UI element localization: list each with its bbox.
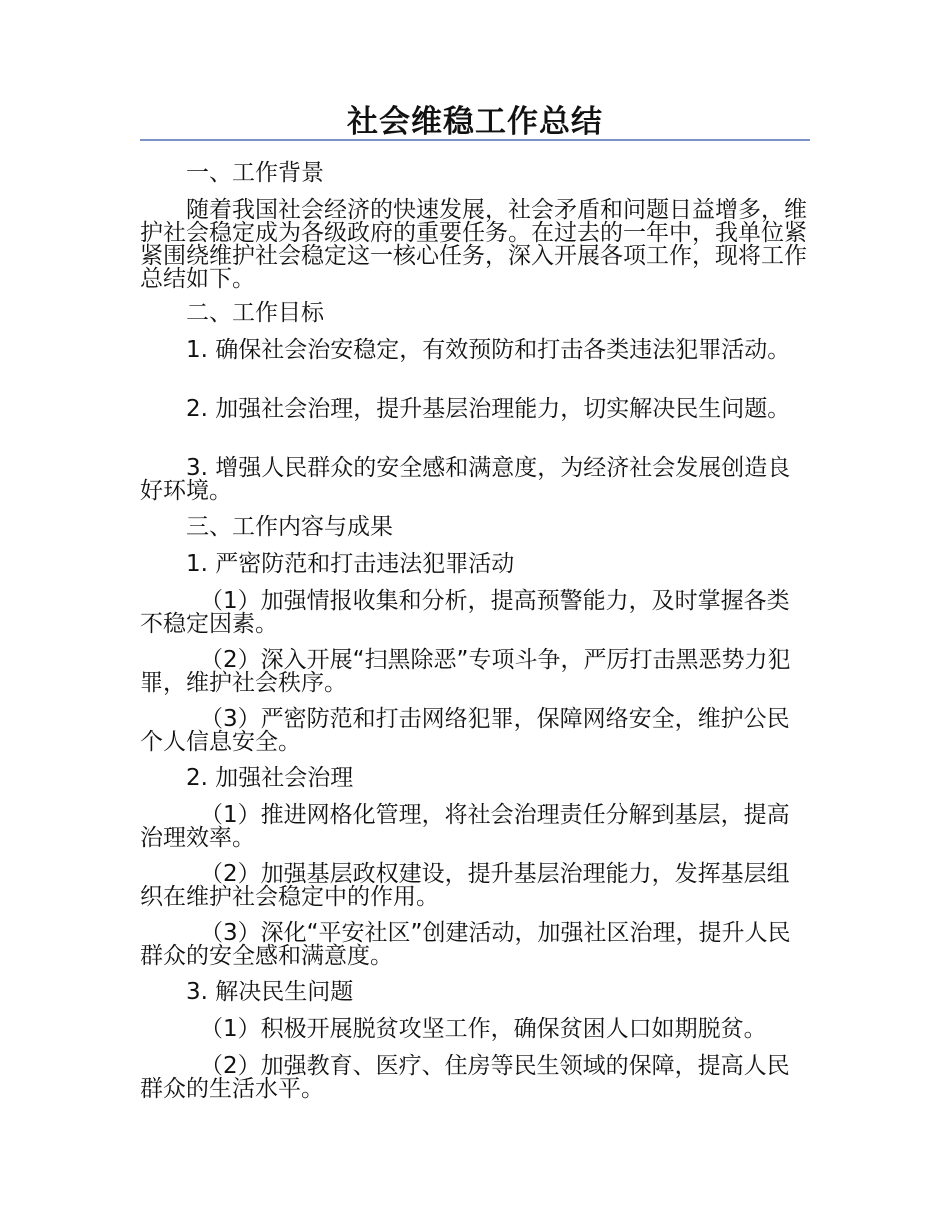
goal-item-3: 3. 增强人民群众的安全感和满意度，为经济社会发展创造良好环境。	[140, 455, 791, 504]
subsection-heading-crime: 1. 严密防范和打击违法犯罪活动	[186, 551, 515, 577]
section-heading-background: 一、工作背景	[186, 160, 324, 186]
governance-item-3: （3）深化“平安社区”创建活动，加强社区治理，提升人民群众的安全感和满意度。	[140, 920, 791, 969]
subsection-heading-livelihood: 3. 解决民生问题	[186, 979, 354, 1005]
document-title: 社会维稳工作总结	[347, 104, 603, 140]
subsection-heading-governance: 2. 加强社会治理	[186, 765, 354, 791]
livelihood-item-2: （2）加强教育、医疗、住房等民生领域的保障，提高人民群众的生活水平。	[140, 1053, 790, 1102]
governance-item-1: （1）推进网格化管理，将社会治理责任分解到基层，提高治理效率。	[140, 802, 790, 851]
goal-item-2: 2. 加强社会治理，提升基层治理能力，切实解决民生问题。	[186, 396, 791, 422]
section-heading-content: 三、工作内容与成果	[186, 514, 393, 540]
title-underline	[140, 139, 810, 141]
livelihood-item-1: （1）积极开展脱贫攻坚工作，确保贫困人口如期脱贫。	[200, 1016, 767, 1042]
goal-item-1: 1. 确保社会治安稳定，有效预防和打击各类违法犯罪活动。	[186, 337, 791, 363]
crime-item-2: （2）深入开展“扫黑除恶”专项斗争，严厉打击黑恶势力犯罪，维护社会秩序。	[140, 647, 791, 696]
crime-item-1: （1）加强情报收集和分析，提高预警能力，及时掌握各类不稳定因素。	[140, 588, 790, 637]
paragraph-background: 随着我国社会经济的快速发展，社会矛盾和问题日益增多，维护社会稳定成为各级政府的重要任务。在过去的一年中，我单位紧紧围绕维护社会稳定这一核心任务，深入开展各项工作，现将工作总结如下。	[140, 197, 807, 292]
section-heading-goals: 二、工作目标	[186, 300, 324, 326]
governance-item-2: （2）加强基层政权建设，提升基层治理能力，发挥基层组织在维护社会稳定中的作用。	[140, 861, 790, 910]
crime-item-3: （3）严密防范和打击网络犯罪，保障网络安全，维护公民个人信息安全。	[140, 706, 790, 755]
